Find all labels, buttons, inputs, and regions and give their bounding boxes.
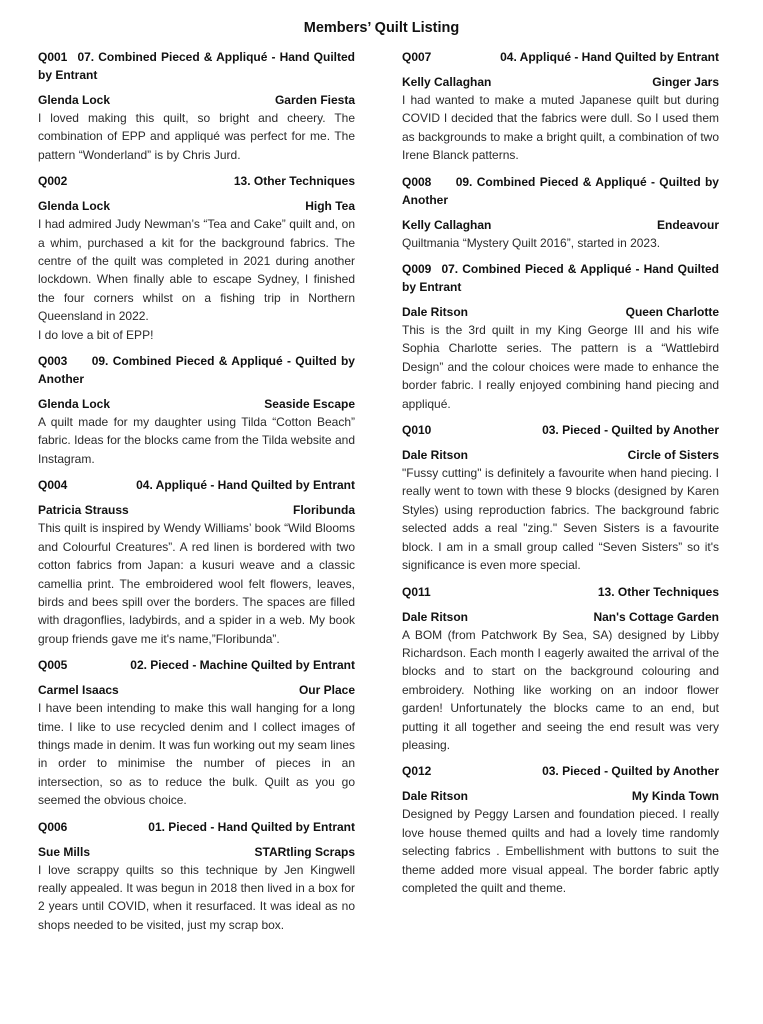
entry-header — [38, 476, 355, 494]
entry-category: 13. Other Techniques — [233, 174, 355, 189]
maker-name: Dale Ritson — [402, 789, 469, 804]
quilt-name: Our Place — [298, 683, 355, 698]
quilt-name: Floribunda — [293, 503, 355, 518]
entry-code: Q002 — [38, 174, 68, 189]
quilt-entry — [402, 583, 719, 755]
quilt-name: Endeavour — [656, 217, 719, 232]
quilt-entry — [38, 818, 355, 935]
entry-header — [38, 656, 355, 674]
description-text: This is the 3rd quilt in my King George III and his wife Sophia Charlotte series. The pattern is a “Wattlebird Design” and the colour choices were made to enhance the border fabric. I really enjoyed combining hand piecing and appliqué. — [402, 323, 719, 411]
entry-code: Q012 — [402, 764, 432, 779]
maker-name: Sue Mills — [38, 844, 91, 859]
entry-meta — [402, 74, 719, 90]
entry-meta — [38, 844, 355, 860]
quilt-entry — [38, 352, 355, 468]
quilt-entry — [38, 476, 355, 648]
entry-code: Q008 — [402, 174, 432, 189]
quilt-name: Garden Fiesta — [274, 93, 355, 107]
quilt-entry — [38, 656, 355, 809]
right-column — [402, 48, 719, 905]
entry-header — [38, 352, 355, 388]
quilt-entry — [38, 48, 355, 164]
quilt-entry — [402, 173, 719, 252]
quilt-entry — [402, 260, 719, 413]
entry-description — [402, 464, 719, 574]
entry-header — [402, 260, 719, 296]
description-text: Designed by Peggy Larsen and foundation pieced. I really love house themed quilts and had a lovely time randomly selecting fabrics . Embellishment with buttons to suit the theme added more visual appeal. The border fabric aptly completed the quilt and theme. — [402, 807, 719, 895]
quilt-entry — [402, 762, 719, 897]
quilt-name: Queen Charlotte — [625, 305, 719, 320]
entry-description — [38, 413, 355, 468]
entry-header — [402, 48, 719, 66]
entry-header — [402, 762, 719, 780]
entry-meta — [38, 502, 355, 518]
entry-category: 03. Pieced - Quilted by Another — [542, 423, 719, 438]
maker-name: Patricia Strauss — [38, 503, 129, 518]
entry-meta — [402, 217, 719, 233]
description-text: A BOM (from Patchwork By Sea, SA) designed by Libby Richardson. Each month I eagerly awaited the arrival of the blocks and to start on the background colouring and embroidery. Nothing like working on an indoor flower garden! Unfortunately the blocks came to an end, but putting it all together and seeing the end result was very pleasing. — [402, 627, 719, 752]
quilt-name: Nan's Cottage Garden — [593, 609, 719, 624]
entry-description — [402, 91, 719, 165]
entry-header — [38, 818, 355, 836]
entry-category: 02. Pieced - Machine Quilted by Entrant — [130, 658, 355, 673]
quilt-name: STARtling Scraps — [254, 844, 355, 859]
entry-category: 07. Combined Pieced & Appliqué - Hand Quilted by Entrant — [402, 262, 719, 295]
page-title: Members’ Quilt Listing — [303, 20, 460, 36]
quilt-name: Ginger Jars — [652, 75, 719, 89]
entry-code: Q011 — [402, 584, 431, 599]
entry-category: 07. Combined Pieced & Appliqué - Hand Quilted by Entrant — [38, 50, 355, 82]
maker-name: Glenda Lock — [38, 199, 111, 214]
maker-name: Dale Ritson — [402, 609, 469, 624]
entry-category: 09. Combined Pieced & Appliqué - Quilted by Another — [38, 354, 355, 387]
description-text: I loved making this quilt, so bright and cheery. The combination of EPP and appliqué was perfect for me. The pattern “Wonderland” is by Chris Jurd. — [38, 111, 355, 162]
description-text: Quiltmania “Mystery Quilt 2016”, started in 2023. — [402, 235, 661, 250]
maker-name: Kelly Callaghan — [402, 217, 492, 232]
description-text: I have been intending to make this wall hanging for a long time. I like to use recycled denim and I collect images of things made in denim. It was fun working out my seam lines in order to minimise the number of pieces in an intersection, so as to reduce the bulk. Quilt as you go seemed the obvious choice. — [38, 701, 355, 808]
entry-meta — [38, 92, 355, 108]
entry-header — [38, 172, 355, 190]
entry-code: Q010 — [402, 423, 432, 438]
left-column — [38, 48, 355, 942]
quilt-name: Seaside Escape — [264, 397, 355, 412]
entry-header — [402, 173, 719, 209]
maker-name: Carmel Isaacs — [38, 683, 119, 698]
maker-name: Dale Ritson — [402, 305, 469, 320]
entry-meta — [38, 198, 355, 214]
entry-meta — [38, 682, 355, 698]
maker-name: Kelly Callaghan — [402, 75, 492, 89]
entry-category: 09. Combined Pieced & Appliqué - Quilted by Another — [402, 174, 719, 207]
description-text: This quilt is inspired by Wendy Williams’ book “Wild Blooms and Colourful Creatures”. A red linen is bordered with two cotton fabrics from Japan: a kusuri weave and a classic camellia print. The embroidered wool felt flowers, leaves, birds and bees spill over the borders. The spaces are filled with dragonflies, ladybirds, and a spider in a web. My book group friends gave me it's name,”Floribunda”. — [38, 521, 355, 646]
entry-description — [38, 519, 355, 648]
entry-description — [402, 234, 719, 252]
entry-code: Q007 — [402, 50, 432, 64]
entry-description — [402, 805, 719, 897]
quilt-entry — [402, 421, 719, 574]
entry-meta — [402, 447, 719, 463]
entry-header — [402, 583, 719, 601]
entry-category: 04. Appliqué - Hand Quilted by Entrant — [500, 50, 719, 64]
entry-code: Q009 — [402, 262, 432, 277]
entry-description — [402, 321, 719, 413]
quilt-name: Circle of Sisters — [627, 448, 719, 463]
entry-description — [38, 109, 355, 164]
entry-category: 01. Pieced - Hand Quilted by Entrant — [148, 819, 355, 834]
quilt-entry — [402, 48, 719, 165]
entry-header — [402, 421, 719, 439]
maker-name: Glenda Lock — [38, 93, 111, 107]
description-text: A quilt made for my daughter using Tilda “Cotton Beach” fabric. Ideas for the blocks came from the Tilda website and Instagram. — [38, 415, 355, 466]
quilt-name: High Tea — [305, 199, 355, 214]
entry-description — [402, 626, 719, 755]
quilt-name: My Kinda Town — [631, 789, 719, 804]
entry-code: Q005 — [38, 658, 68, 673]
description-text: "Fussy cutting" is definitely a favourite when hand piecing. I really went to town with these 9 blocks (designed by Karen Styles) using reproduction fabrics. The background fabric selected adds a real "zing." Seven Sisters is a favourite block. I am in a small group called “Seven Sisters” so it's significance is even more special. — [402, 466, 719, 573]
entry-meta — [402, 304, 719, 320]
entry-meta — [38, 396, 355, 412]
entry-code: Q004 — [38, 478, 68, 493]
maker-name: Dale Ritson — [402, 448, 469, 463]
entry-code: Q006 — [38, 819, 68, 834]
entry-category: 04. Appliqué - Hand Quilted by Entrant — [136, 478, 355, 493]
entry-category: 03. Pieced - Quilted by Another — [542, 764, 719, 779]
entry-code: Q003 — [38, 354, 68, 369]
entry-meta — [402, 788, 719, 804]
description-text: I love scrappy quilts so this technique by Jen Kingwell really appealed. It was begun in 2018 then lived in a box for 2 years until COVID, when it resurfaced. It was ideal as no shops needed to be visited, just my scrap box. — [38, 862, 355, 932]
description-text: I had wanted to make a muted Japanese quilt but during COVID I decided that the fabrics were dull. So I used them as backgrounds to make a bright quilt, a combination of two Irene Blanck patterns. — [402, 93, 719, 163]
entry-category: 13. Other Techniques — [597, 584, 719, 599]
description-text: I had admired Judy Newman’s “Tea and Cake” quilt and, on a whim, purchased a kit for the background fabrics. The centre of the quilt was completed in 2021 during another lockdown. When finally able to escape Sydney, I finished the four corners whilst on a fishing trip in Northern Queensland in 2022. — [38, 217, 355, 324]
entry-header — [38, 48, 355, 84]
description-text: I do love a bit of EPP! — [38, 327, 154, 342]
quilt-entry — [38, 172, 355, 344]
entry-meta — [402, 609, 719, 625]
entry-description — [38, 215, 355, 344]
entry-description — [38, 699, 355, 809]
entry-description — [38, 861, 355, 935]
entry-code: Q001 — [38, 50, 68, 64]
maker-name: Glenda Lock — [38, 397, 111, 412]
